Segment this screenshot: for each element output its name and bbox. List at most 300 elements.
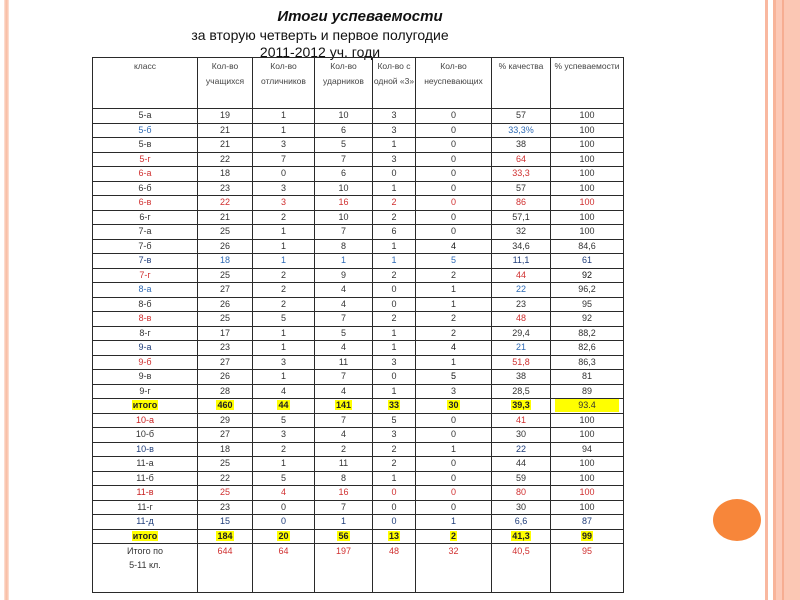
subtotal-row bbox=[93, 399, 624, 414]
value-cell: 2 bbox=[373, 196, 416, 211]
header-excellent: Кол-во отличников bbox=[253, 58, 315, 109]
value-cell bbox=[373, 399, 416, 414]
value-cell: 22 bbox=[198, 196, 253, 211]
value-cell: 5 bbox=[315, 138, 373, 153]
class-cell: 8-г bbox=[93, 326, 198, 341]
grand-total-value: 197 bbox=[315, 544, 373, 593]
value-cell: 0 bbox=[416, 196, 492, 211]
value-cell: 61 bbox=[551, 254, 624, 269]
value-cell bbox=[492, 399, 551, 414]
value-cell: 100 bbox=[551, 428, 624, 443]
value-cell: 100 bbox=[551, 486, 624, 501]
value-cell: 19 bbox=[198, 109, 253, 124]
highlighted-value: 460 bbox=[217, 400, 233, 411]
class-cell: 8-в bbox=[93, 312, 198, 327]
value-cell: 9 bbox=[315, 268, 373, 283]
value-cell: 41 bbox=[492, 413, 551, 428]
grand-total-value: 48 bbox=[373, 544, 416, 593]
value-cell: 10 bbox=[315, 181, 373, 196]
value-cell: 88,2 bbox=[551, 326, 624, 341]
table-row bbox=[93, 152, 624, 167]
value-cell: 100 bbox=[551, 471, 624, 486]
grand-total-label bbox=[93, 544, 198, 593]
class-cell bbox=[93, 529, 198, 544]
value-cell: 100 bbox=[551, 138, 624, 153]
grand-total-value: 40,5 bbox=[492, 544, 551, 593]
school-year: 2011-2012 уч. годи bbox=[259, 44, 381, 60]
value-cell: 100 bbox=[551, 109, 624, 124]
class-cell: 5-г bbox=[93, 152, 198, 167]
table-row bbox=[93, 312, 624, 327]
value-cell: 96,2 bbox=[551, 283, 624, 298]
value-cell: 3 bbox=[253, 428, 315, 443]
table-row bbox=[93, 471, 624, 486]
table-row bbox=[93, 138, 624, 153]
value-cell: 86 bbox=[492, 196, 551, 211]
value-cell: 17 bbox=[198, 326, 253, 341]
value-cell: 0 bbox=[253, 167, 315, 182]
results-table bbox=[92, 57, 624, 593]
value-cell: 10 bbox=[315, 109, 373, 124]
value-cell: 100 bbox=[551, 413, 624, 428]
value-cell: 0 bbox=[416, 225, 492, 240]
value-cell: 0 bbox=[416, 181, 492, 196]
header-row bbox=[93, 58, 624, 109]
value-cell: 4 bbox=[253, 384, 315, 399]
highlighted-value: 141 bbox=[335, 400, 352, 411]
value-cell: 2 bbox=[253, 268, 315, 283]
value-cell: 38 bbox=[492, 370, 551, 385]
class-cell: 11-г bbox=[93, 500, 198, 515]
table-row bbox=[93, 384, 624, 399]
value-cell: 7 bbox=[315, 312, 373, 327]
class-cell: 6-в bbox=[93, 196, 198, 211]
value-cell: 57 bbox=[492, 109, 551, 124]
table-row bbox=[93, 500, 624, 515]
class-cell: 11-а bbox=[93, 457, 198, 472]
value-cell: 3 bbox=[373, 428, 416, 443]
value-cell: 81 bbox=[551, 370, 624, 385]
value-cell: 1 bbox=[315, 515, 373, 530]
value-cell: 0 bbox=[416, 486, 492, 501]
value-cell: 1 bbox=[416, 515, 492, 530]
value-cell: 4 bbox=[253, 486, 315, 501]
header-quality-pct: % качества bbox=[492, 58, 551, 109]
value-cell: 26 bbox=[198, 297, 253, 312]
table-row bbox=[93, 515, 624, 530]
value-cell: 0 bbox=[416, 109, 492, 124]
table-row bbox=[93, 486, 624, 501]
value-cell bbox=[416, 399, 492, 414]
value-cell: 6 bbox=[373, 225, 416, 240]
class-cell: 6-а bbox=[93, 167, 198, 182]
value-cell: 25 bbox=[198, 225, 253, 240]
value-cell: 2 bbox=[416, 268, 492, 283]
grand-total-value: 64 bbox=[253, 544, 315, 593]
class-cell bbox=[93, 399, 198, 414]
value-cell: 2 bbox=[253, 297, 315, 312]
table-row bbox=[93, 297, 624, 312]
value-cell: 0 bbox=[416, 138, 492, 153]
highlighted-value: 184 bbox=[217, 530, 233, 541]
table-row bbox=[93, 326, 624, 341]
value-cell: 0 bbox=[416, 471, 492, 486]
value-cell: 57 bbox=[492, 181, 551, 196]
value-cell: 23 bbox=[198, 341, 253, 356]
table-row bbox=[93, 428, 624, 443]
table-row bbox=[93, 123, 624, 138]
value-cell bbox=[551, 529, 624, 544]
value-cell: 33,3 bbox=[492, 167, 551, 182]
grand-total-value: 644 bbox=[198, 544, 253, 593]
value-cell: 51,8 bbox=[492, 355, 551, 370]
grand-total-label-line2: 5-11 кл. bbox=[129, 560, 161, 570]
value-cell: 5 bbox=[416, 254, 492, 269]
value-cell: 4 bbox=[315, 283, 373, 298]
value-cell: 3 bbox=[253, 138, 315, 153]
highlighted-value: 99 bbox=[581, 530, 592, 541]
value-cell: 84,6 bbox=[551, 239, 624, 254]
value-cell: 21 bbox=[198, 123, 253, 138]
table-row bbox=[93, 210, 624, 225]
value-cell: 25 bbox=[198, 457, 253, 472]
value-cell: 22 bbox=[492, 442, 551, 457]
value-cell: 33,3% bbox=[492, 123, 551, 138]
table-row bbox=[93, 167, 624, 182]
value-cell bbox=[416, 529, 492, 544]
value-cell: 92 bbox=[551, 312, 624, 327]
value-cell: 8 bbox=[315, 471, 373, 486]
class-cell: 11-б bbox=[93, 471, 198, 486]
value-cell: 11 bbox=[315, 355, 373, 370]
value-cell: 5 bbox=[315, 326, 373, 341]
table-row bbox=[93, 457, 624, 472]
page-title: Итоги успеваемости bbox=[277, 8, 443, 25]
class-cell: 6-б bbox=[93, 181, 198, 196]
class-cell: 5-в bbox=[93, 138, 198, 153]
table-row bbox=[93, 355, 624, 370]
value-cell: 100 bbox=[551, 457, 624, 472]
grand-total-value: 95 bbox=[551, 544, 624, 593]
value-cell: 32 bbox=[492, 225, 551, 240]
value-cell: 2 bbox=[373, 312, 416, 327]
value-cell: 25 bbox=[198, 312, 253, 327]
right-decorative-band bbox=[765, 0, 800, 600]
value-cell: 1 bbox=[253, 239, 315, 254]
value-cell: 1 bbox=[373, 254, 416, 269]
value-cell: 0 bbox=[416, 167, 492, 182]
value-cell: 100 bbox=[551, 196, 624, 211]
value-cell: 64 bbox=[492, 152, 551, 167]
class-cell: 7-в bbox=[93, 254, 198, 269]
value-cell: 6 bbox=[315, 167, 373, 182]
highlighted-value: 20 bbox=[278, 530, 289, 541]
class-cell: 8-а bbox=[93, 283, 198, 298]
class-cell: 11-д bbox=[93, 515, 198, 530]
highlighted-value: итого bbox=[132, 400, 158, 411]
class-cell: 5-а bbox=[93, 109, 198, 124]
table-body bbox=[93, 109, 624, 593]
value-cell: 0 bbox=[373, 500, 416, 515]
table-row bbox=[93, 181, 624, 196]
table-row bbox=[93, 413, 624, 428]
value-cell: 48 bbox=[492, 312, 551, 327]
band-stripe bbox=[782, 0, 784, 600]
value-cell: 6,6 bbox=[492, 515, 551, 530]
header-students: Кол-во учащихся bbox=[198, 58, 253, 109]
header-failing: Кол-во неуспевающих bbox=[416, 58, 492, 109]
value-cell: 0 bbox=[373, 167, 416, 182]
value-cell: 1 bbox=[373, 326, 416, 341]
value-cell: 86,3 bbox=[551, 355, 624, 370]
value-cell: 1 bbox=[373, 181, 416, 196]
value-cell: 3 bbox=[253, 355, 315, 370]
value-cell: 21 bbox=[198, 138, 253, 153]
header-good: Кол-во ударников bbox=[315, 58, 373, 109]
value-cell: 10 bbox=[315, 210, 373, 225]
class-cell: 5-б bbox=[93, 123, 198, 138]
value-cell: 100 bbox=[551, 210, 624, 225]
highlighted-value: 30 bbox=[448, 400, 459, 411]
table-row bbox=[93, 109, 624, 124]
value-cell: 80 bbox=[492, 486, 551, 501]
value-cell: 18 bbox=[198, 167, 253, 182]
value-cell: 3 bbox=[416, 384, 492, 399]
value-cell: 15 bbox=[198, 515, 253, 530]
value-cell: 30 bbox=[492, 500, 551, 515]
value-cell: 82,6 bbox=[551, 341, 624, 356]
value-cell: 21 bbox=[198, 210, 253, 225]
value-cell: 25 bbox=[198, 268, 253, 283]
value-cell bbox=[253, 529, 315, 544]
value-cell bbox=[198, 529, 253, 544]
value-cell: 5 bbox=[253, 312, 315, 327]
value-cell: 3 bbox=[253, 196, 315, 211]
table-row bbox=[93, 225, 624, 240]
value-cell: 22 bbox=[198, 471, 253, 486]
value-cell: 7 bbox=[315, 500, 373, 515]
highlighted-value: 2 bbox=[450, 530, 456, 541]
highlighted-value: 41,3 bbox=[512, 530, 530, 541]
value-cell: 34,6 bbox=[492, 239, 551, 254]
value-cell: 29 bbox=[198, 413, 253, 428]
class-cell: 9-а bbox=[93, 341, 198, 356]
value-cell: 2 bbox=[373, 457, 416, 472]
value-cell: 1 bbox=[253, 326, 315, 341]
value-cell: 1 bbox=[253, 341, 315, 356]
value-cell: 7 bbox=[315, 413, 373, 428]
value-cell: 1 bbox=[416, 283, 492, 298]
value-cell: 1 bbox=[416, 355, 492, 370]
value-cell: 3 bbox=[253, 181, 315, 196]
class-cell: 9-г bbox=[93, 384, 198, 399]
value-cell: 1 bbox=[373, 239, 416, 254]
class-cell: 6-г bbox=[93, 210, 198, 225]
value-cell: 1 bbox=[373, 341, 416, 356]
grand-total-row bbox=[93, 544, 624, 593]
class-cell: 7-г bbox=[93, 268, 198, 283]
class-cell: 10-б bbox=[93, 428, 198, 443]
value-cell: 95 bbox=[551, 297, 624, 312]
value-cell: 0 bbox=[416, 123, 492, 138]
value-cell: 0 bbox=[373, 297, 416, 312]
value-cell bbox=[253, 399, 315, 414]
value-cell: 0 bbox=[416, 413, 492, 428]
value-cell: 7 bbox=[315, 225, 373, 240]
value-cell: 25 bbox=[198, 486, 253, 501]
value-cell bbox=[551, 399, 624, 414]
value-cell: 3 bbox=[373, 355, 416, 370]
value-cell: 1 bbox=[253, 370, 315, 385]
highlighted-value: 44 bbox=[278, 400, 289, 411]
value-cell: 0 bbox=[416, 152, 492, 167]
value-cell bbox=[492, 529, 551, 544]
value-cell: 0 bbox=[253, 515, 315, 530]
value-cell: 16 bbox=[315, 196, 373, 211]
value-cell: 7 bbox=[315, 370, 373, 385]
value-cell: 23 bbox=[198, 500, 253, 515]
value-cell: 100 bbox=[551, 181, 624, 196]
value-cell: 2 bbox=[416, 312, 492, 327]
value-cell: 1 bbox=[253, 225, 315, 240]
value-cell: 0 bbox=[373, 486, 416, 501]
value-cell: 1 bbox=[373, 471, 416, 486]
value-cell: 5 bbox=[253, 413, 315, 428]
highlighted-value: 93.4 bbox=[555, 399, 619, 412]
value-cell: 1 bbox=[253, 123, 315, 138]
value-cell: 100 bbox=[551, 225, 624, 240]
class-cell: 7-б bbox=[93, 239, 198, 254]
value-cell: 29,4 bbox=[492, 326, 551, 341]
value-cell: 2 bbox=[253, 442, 315, 457]
value-cell: 0 bbox=[416, 500, 492, 515]
class-cell: 10-в bbox=[93, 442, 198, 457]
value-cell: 27 bbox=[198, 428, 253, 443]
value-cell: 1 bbox=[373, 138, 416, 153]
class-cell: 10-а bbox=[93, 413, 198, 428]
class-cell: 9-в bbox=[93, 370, 198, 385]
value-cell bbox=[315, 529, 373, 544]
value-cell: 8 bbox=[315, 239, 373, 254]
value-cell: 18 bbox=[198, 442, 253, 457]
value-cell: 27 bbox=[198, 355, 253, 370]
value-cell: 87 bbox=[551, 515, 624, 530]
value-cell: 2 bbox=[373, 268, 416, 283]
highlighted-value: 39,3 bbox=[512, 400, 530, 411]
value-cell bbox=[373, 529, 416, 544]
value-cell: 28 bbox=[198, 384, 253, 399]
value-cell: 4 bbox=[416, 341, 492, 356]
table-row bbox=[93, 254, 624, 269]
value-cell: 21 bbox=[492, 341, 551, 356]
value-cell: 5 bbox=[416, 370, 492, 385]
value-cell: 92 bbox=[551, 268, 624, 283]
value-cell: 1 bbox=[253, 109, 315, 124]
value-cell: 0 bbox=[373, 515, 416, 530]
value-cell: 6 bbox=[315, 123, 373, 138]
grand-total-label-line1: Итого по bbox=[127, 546, 163, 556]
value-cell bbox=[198, 399, 253, 414]
value-cell: 57,1 bbox=[492, 210, 551, 225]
value-cell: 1 bbox=[416, 297, 492, 312]
value-cell: 1 bbox=[253, 457, 315, 472]
value-cell: 5 bbox=[253, 471, 315, 486]
value-cell: 4 bbox=[315, 341, 373, 356]
left-decorative-rule bbox=[4, 0, 9, 600]
value-cell: 11,1 bbox=[492, 254, 551, 269]
highlighted-value: 33 bbox=[388, 400, 399, 411]
value-cell: 4 bbox=[416, 239, 492, 254]
value-cell: 23 bbox=[198, 181, 253, 196]
table-row bbox=[93, 239, 624, 254]
value-cell: 26 bbox=[198, 370, 253, 385]
value-cell: 0 bbox=[416, 428, 492, 443]
value-cell: 1 bbox=[315, 254, 373, 269]
header-one-three: Кол-во с одной «3» bbox=[373, 58, 416, 109]
value-cell bbox=[315, 399, 373, 414]
table-row bbox=[93, 196, 624, 211]
value-cell: 0 bbox=[253, 500, 315, 515]
value-cell: 18 bbox=[198, 254, 253, 269]
value-cell: 59 bbox=[492, 471, 551, 486]
table-row bbox=[93, 442, 624, 457]
value-cell: 11 bbox=[315, 457, 373, 472]
value-cell: 1 bbox=[416, 442, 492, 457]
highlighted-value: итого bbox=[132, 530, 158, 541]
value-cell: 4 bbox=[315, 428, 373, 443]
value-cell: 44 bbox=[492, 268, 551, 283]
value-cell: 2 bbox=[253, 210, 315, 225]
value-cell: 3 bbox=[373, 109, 416, 124]
class-cell: 7-а bbox=[93, 225, 198, 240]
value-cell: 22 bbox=[198, 152, 253, 167]
value-cell: 100 bbox=[551, 167, 624, 182]
value-cell: 7 bbox=[315, 152, 373, 167]
table-row bbox=[93, 268, 624, 283]
value-cell: 2 bbox=[373, 442, 416, 457]
value-cell: 3 bbox=[373, 152, 416, 167]
value-cell: 27 bbox=[198, 283, 253, 298]
value-cell: 16 bbox=[315, 486, 373, 501]
table-row bbox=[93, 341, 624, 356]
header-progress-pct: % успеваемости bbox=[551, 58, 624, 109]
highlighted-value: 13 bbox=[388, 530, 399, 541]
value-cell: 0 bbox=[373, 283, 416, 298]
value-cell: 0 bbox=[416, 210, 492, 225]
class-cell: 11-в bbox=[93, 486, 198, 501]
value-cell: 1 bbox=[373, 384, 416, 399]
value-cell: 1 bbox=[253, 254, 315, 269]
value-cell: 2 bbox=[373, 210, 416, 225]
value-cell: 23 bbox=[492, 297, 551, 312]
value-cell: 2 bbox=[416, 326, 492, 341]
value-cell: 30 bbox=[492, 428, 551, 443]
value-cell: 5 bbox=[373, 413, 416, 428]
value-cell: 26 bbox=[198, 239, 253, 254]
value-cell: 44 bbox=[492, 457, 551, 472]
value-cell: 100 bbox=[551, 123, 624, 138]
grand-total-value: 32 bbox=[416, 544, 492, 593]
value-cell: 100 bbox=[551, 500, 624, 515]
value-cell: 0 bbox=[416, 457, 492, 472]
value-cell: 4 bbox=[315, 297, 373, 312]
class-cell: 8-б bbox=[93, 297, 198, 312]
value-cell: 28,5 bbox=[492, 384, 551, 399]
value-cell: 100 bbox=[551, 152, 624, 167]
value-cell: 0 bbox=[373, 370, 416, 385]
header-class: класс bbox=[93, 58, 198, 109]
page-subtitle: за вторую четверть и первое полугодие bbox=[191, 27, 449, 43]
